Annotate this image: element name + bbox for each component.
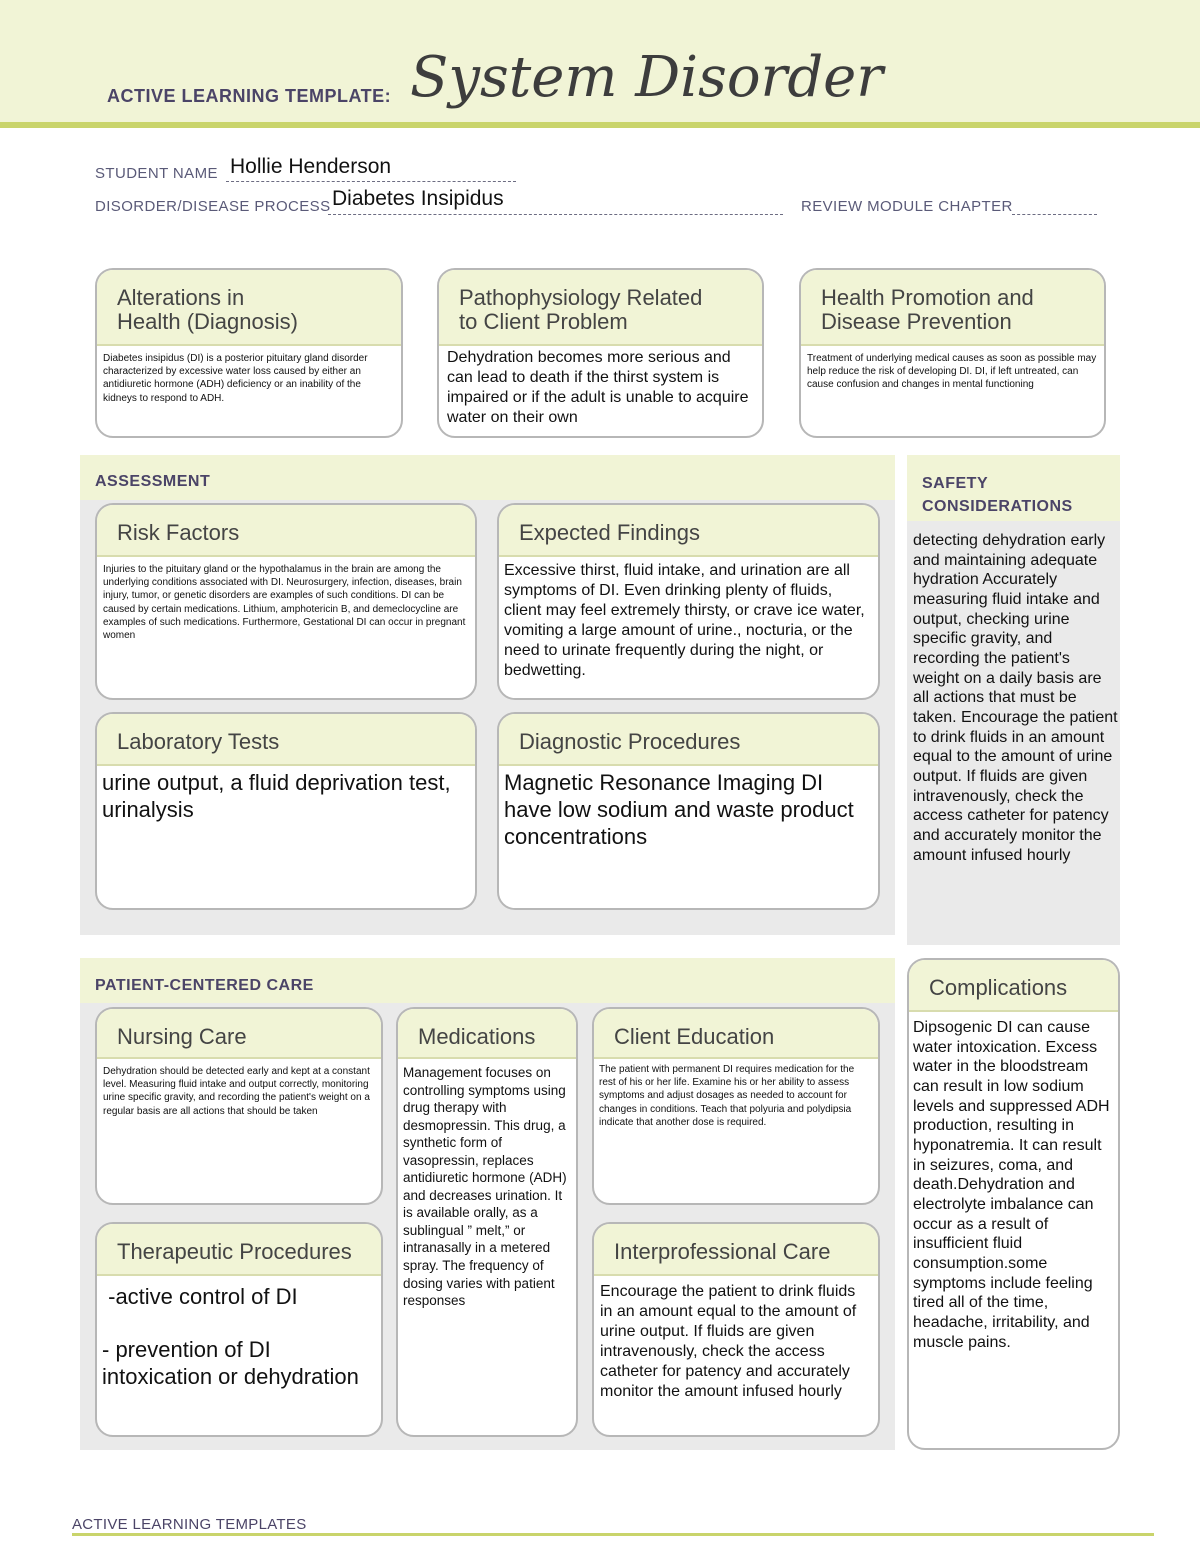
safety-body: detecting dehydration early and maintaining adequate hydration Accurately measuring fluid intake and output, checking urine specific gravity, and recording the patient's weight on a daily basis are all actions that must be taken. Encourage the patient to drink fluids in an amount equal to the amount of urine output. If fluids are given intravenously, check the access catheter for patency and accurately monitor the amount infused hourly <box>913 532 1118 864</box>
card-body <box>97 1276 381 1398</box>
header-rule <box>0 122 1200 128</box>
card-title: Medications <box>398 1009 576 1059</box>
card-body: Injuries to the pituitary gland or the hypothalamus in the brain are among the underlying conditions associated with DI. Neurosurgery, infection, diseases, brain injury, tumor, or genetic disorders are examples of such conditions. DI can be caused by certain medications. Lithium, amphotericin B, and demeclocycline are examples of such medications. Furthermore, Gestational DI can occur in pregnant women <box>103 564 466 641</box>
card-body: urine output, a fluid deprivation test, urinalysis <box>102 770 451 822</box>
card-complications <box>907 958 1120 1450</box>
card-health-promotion <box>799 268 1106 438</box>
page-title: System Disorder <box>410 45 884 110</box>
template-label: ACTIVE LEARNING TEMPLATE: <box>107 86 392 106</box>
card-expected-findings <box>497 503 880 700</box>
card-risk-factors <box>95 503 477 700</box>
card-title: Client Education <box>594 1009 878 1059</box>
disorder-line <box>328 214 783 215</box>
footer-label: ACTIVE LEARNING TEMPLATES <box>72 1516 307 1533</box>
card-body: Dipsogenic DI can cause water intoxication. Excess water in the bloodstream can result in low sodium levels and suppressed ADH production, resulting in hyponatremia. It can result in seizures, coma, and death.Dehydration and electrolyte imbalance can occur as a result of insufficient fluid consumption.some symptoms include feeling tired all of the time, headache, irritability, and muscle pains. <box>913 1019 1110 1351</box>
card-title: Complications <box>909 960 1118 1012</box>
card-body: Dehydration should be detected early and kept at a constant level. Measuring fluid intake and output correctly, monitoring urine specific gravity, and recording the patient's weight on a regular basis are all actions that should be taken <box>103 1066 370 1117</box>
card-body: The patient with permanent DI requires medication for the rest of his or her life. Examine his or her ability to assess symptoms and adjust dosages as needed to account for changes in conditions. Teach that polyuria and polydipsia indicate that another dose is required. <box>599 1064 855 1128</box>
review-module-label: REVIEW MODULE CHAPTER <box>801 198 1013 215</box>
disorder-field[interactable]: Diabetes Insipidus <box>332 187 504 210</box>
card-title: Risk Factors <box>97 505 475 557</box>
card-title: Therapeutic Procedures <box>97 1224 381 1276</box>
card-title: Laboratory Tests <box>97 714 475 766</box>
student-name-line <box>226 181 516 182</box>
student-name-field[interactable]: Hollie Henderson <box>230 155 392 178</box>
card-body: Dehydration becomes more serious and can lead to death if the thirst system is impaired or if the adult is unable to acquire water on their own <box>447 349 749 426</box>
card-title: Pathophysiology Related to Client Problem <box>439 270 762 346</box>
card-medications <box>396 1007 578 1437</box>
therapeutic-item: -active control of DI <box>102 1284 298 1309</box>
safety-label: SAFETY CONSIDERATIONS <box>922 475 1073 516</box>
card-pathophysiology <box>437 268 764 438</box>
assessment-label: ASSESSMENT <box>95 473 211 490</box>
card-title: Health Promotion and Disease Prevention <box>801 270 1104 346</box>
card-title: Expected Findings <box>499 505 878 557</box>
card-body: Management focuses on controlling symptoms using drug therapy with desmopressin. This drug, a synthetic form of vasopressin, replaces antidiuretic hormone (ADH) and decreases urination. It is available orally, as a sublingual ” melt,” or intranasally in a metered spray. The frequency of dosing varies with patient responses <box>403 1065 567 1309</box>
card-nursing-care <box>95 1007 383 1205</box>
card-body: Diabetes insipidus (DI) is a posterior pituitary gland disorder characterized by excessive water loss caused by either an antidiuretic hormone (ADH) deficiency or an inability of the kidneys to respond to ADH. <box>103 353 368 404</box>
card-laboratory-tests <box>95 712 477 910</box>
card-body: Treatment of underlying medical causes as soon as possible may help reduce the risk of developing DI. DI, if left untreated, can cause confusion and changes in mental functioning <box>807 353 1097 391</box>
card-therapeutic-procedures <box>95 1222 383 1437</box>
disorder-label: DISORDER/DISEASE PROCESS <box>95 198 331 215</box>
card-title: Interprofessional Care <box>594 1224 878 1276</box>
student-name-label: STUDENT NAME <box>95 165 218 182</box>
footer-rule <box>72 1533 1154 1536</box>
review-module-line <box>1012 214 1097 215</box>
card-body: Magnetic Resonance Imaging DI have low sodium and waste product concentrations <box>504 770 854 849</box>
patient-care-label: PATIENT-CENTERED CARE <box>95 977 314 994</box>
card-title: Nursing Care <box>97 1009 381 1059</box>
card-body: Encourage the patient to drink fluids in an amount equal to the amount of urine output. If fluids are given intravenously, check the access catheter for patency and accurately monitor the amount infused hourly <box>600 1283 857 1400</box>
card-body: Excessive thirst, fluid intake, and urination are all symptoms of DI. Even drinking plenty of fluids, client may feel extremely thirsty, or crave ice water, vomiting a large amount of urine., nocturia, or the need to urinate frequently during the night, or bedwetting. <box>504 562 865 679</box>
card-alterations-in-health <box>95 268 403 438</box>
card-title: Alterations in Health (Diagnosis) <box>97 270 401 346</box>
card-diagnostic-procedures <box>497 712 880 910</box>
therapeutic-item: - prevention of DI intoxication or dehydration <box>102 1336 359 1389</box>
card-interprofessional-care <box>592 1222 880 1437</box>
card-client-education <box>592 1007 880 1205</box>
card-title: Diagnostic Procedures <box>499 714 878 766</box>
